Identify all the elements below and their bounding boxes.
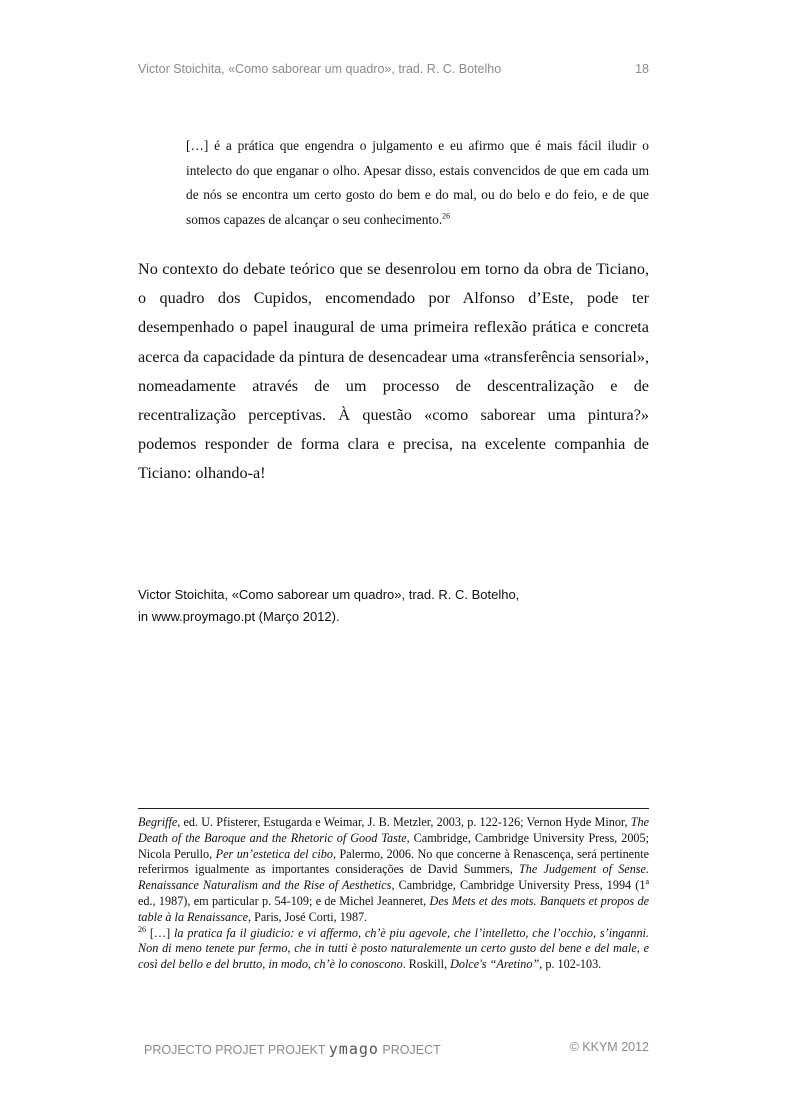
fn-title: Begriffe — [138, 815, 178, 829]
fn-title: The Death of the Baroque and the Rhetoric of Good Taste — [138, 815, 649, 845]
fn-text: , Paris, José Corti, 1987. — [248, 909, 368, 924]
running-header — [138, 62, 649, 82]
footer-copyright: © KKYM 2012 — [569, 1040, 649, 1054]
citation-line-1: Victor Stoichita, «Como saborear um quadro», trad. R. C. Botelho, — [138, 587, 520, 602]
footnote-continued — [138, 815, 649, 926]
fn-text: , ed. U. Pfisterer, Estugarda e Weimar, J. B. Metzler, 2003, p. 122-126; Vernon Hyde Minor, — [177, 815, 631, 829]
page-footer — [144, 1040, 649, 1060]
footer-prefix: PROJECTO PROJET PROJEKT — [144, 1043, 329, 1057]
quote-text: […] é a prática que engendra o julgamento e eu afirmo que é mais fácil iludir o intelecto do que enganar o olho. Apesar disso, estais convencidos de que em cada um de nós se encontra um certo gosto do bem e do mal, ou do belo e do feio, e de que somos capazes de alcançar o seu conhecimento. — [186, 138, 649, 227]
fn-text: […] — [146, 925, 174, 940]
fn-title: Dolce's “Aretino” — [450, 957, 540, 972]
fn-quote: la pratica fa il giudicio: e vi affermo, ch’è piu agevole, che l’intelletto, che l’occhio, s’inganni. Non di meno tenete pur fermo, che in tutti è posto naturalemente un certo gusto del bene e del male, e così del bello e del brutto, in modo, ch’è lo conoscono — [138, 925, 649, 972]
fn-title: The Judgement of Sense. Renaissance Naturalism and the Rise of Aesthetics — [138, 862, 649, 893]
running-title: Victor Stoichita, «Como saborear um quadro», trad. R. C. Botelho — [138, 62, 502, 76]
fn-text: , p. 102-103. — [539, 957, 602, 972]
fn-text: , Cambridge, Cambridge University Press, 1994 (1 — [391, 878, 646, 893]
fn-title: Per un’estetica del cibo — [215, 846, 333, 861]
block-quote — [186, 134, 649, 232]
ymago-logo: ymago — [328, 1040, 379, 1058]
fn-text: ed., 1987), em particular p. 54-109; e de Michel Jeanneret, — [138, 893, 430, 908]
page-number: 18 — [635, 62, 649, 76]
fn-text: , Palermo, 2006. No que concerne à Renascença, será pertinente referirmos igualmente as importantes considerações de David Summers, — [138, 846, 649, 877]
fn-ordinal: a — [645, 877, 649, 887]
footnotes — [138, 815, 649, 973]
fn-text: . Roskill, — [402, 957, 451, 972]
footer-suffix: PROJECT — [378, 1043, 441, 1057]
fn-text: , Cambridge, Cambridge University Press, 2005; Nicola Perullo, — [138, 830, 649, 861]
footnote-divider — [138, 808, 649, 809]
footer-project — [144, 1040, 441, 1058]
footnote-number: 26 — [138, 924, 146, 934]
footnote-26 — [138, 926, 649, 973]
citation-line-2: in www.proymago.pt (Março 2012). — [138, 608, 340, 624]
footnote-ref-26[interactable]: 26 — [442, 211, 451, 221]
fn-title: Des Mets et des mots. Banquets et propos de table à la Renaissance — [138, 893, 649, 924]
body-paragraph: No contexto do debate teórico que se desenrolou em torno da obra de Ticiano, o quadro dos Cupidos, encomendado por Alfonso d’Este, pode ter desempenhado o papel inaugural de uma primeira reflexão prática e concreta acerca da capacidade da pintura de desencadear uma «transferência sensorial», nomeadamente através de um processo de descentralização e de recentralização perceptivas. À questão «como saborear uma pintura?» podemos responder de forma clara e precisa, na excelente companhia de Ticiano: olhando-a! — [138, 260, 649, 483]
citation — [138, 584, 649, 627]
